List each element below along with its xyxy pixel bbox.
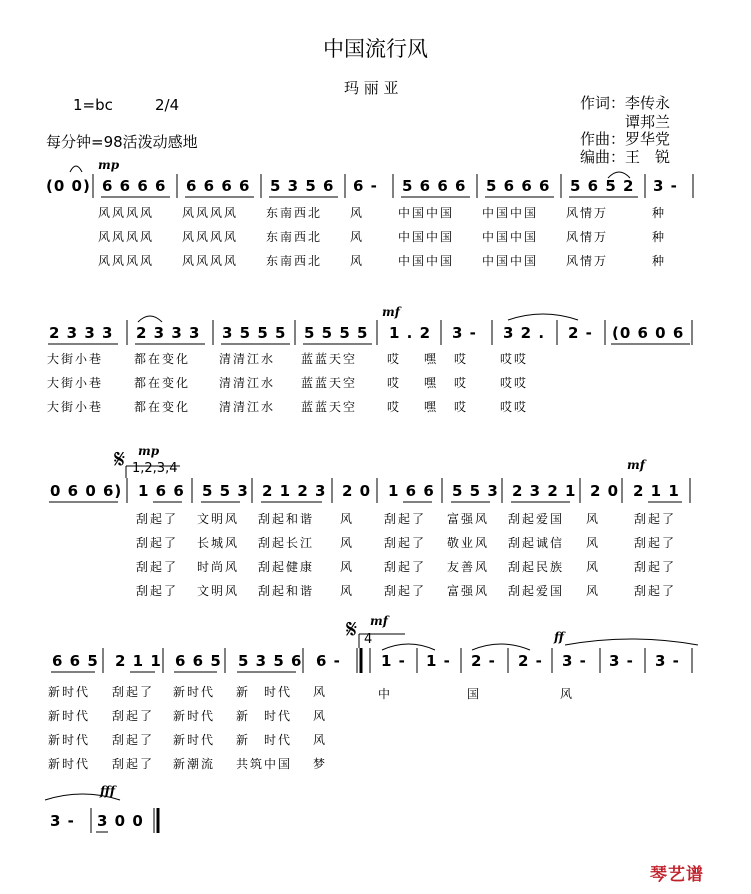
row4-verse3-lyric-2: 刮起了 <box>112 733 155 747</box>
row4-measure-8: 2 - <box>471 652 496 670</box>
tempo-marking: 每分钟=98活泼动感地 <box>46 133 198 151</box>
row2-verse3-lyric-2: 都在变化 <box>134 400 191 414</box>
row4-verse3-lyric-3: 新时代 <box>173 733 216 747</box>
row2-slur-1 <box>138 316 162 322</box>
row2-verse2-lyric-1: 大街小巷 <box>47 376 104 390</box>
lyricist-credit: 作词：李传永 <box>580 94 671 112</box>
intro-rest: (0 0) <box>46 177 91 195</box>
row2-verse1-lyric-8: 哎哎 <box>500 352 529 366</box>
row1-verse1-lyric-5: 中国中国 <box>398 206 455 220</box>
row1-verse1-lyric-3: 东南西北 <box>266 206 323 220</box>
dynamic-mf-2: mf <box>627 458 645 472</box>
row3-verse4-lyric-8: 风 <box>586 584 601 598</box>
row2-verse2-lyric-8: 哎哎 <box>500 376 529 390</box>
row4-measure-7: 1 - <box>426 652 451 670</box>
volta-bracket-2: 4 <box>364 632 373 647</box>
row1-verse2-lyric-7: 风情万 <box>566 230 609 244</box>
row1-measure-5: 5 6 6 6 <box>402 177 467 195</box>
row2-verse2-lyric-3: 清清江水 <box>219 376 276 390</box>
row5-measure-1: 3 - <box>50 812 75 830</box>
row4-verse2-lyric-2: 刮起了 <box>112 709 155 723</box>
row3-verse4-lyric-5: 刮起了 <box>384 584 427 598</box>
row2-verse3-lyric-3: 清清江水 <box>219 400 276 414</box>
row3-verse3-lyric-4: 风 <box>340 560 355 574</box>
row4-measure-6: 1 - <box>381 652 406 670</box>
row1-verse1-lyric-4: 风 <box>350 206 365 220</box>
row3-verse3-lyric-5: 刮起了 <box>384 560 427 574</box>
row4-verse3-lyric-1: 新时代 <box>48 733 91 747</box>
lyricist-credit-2: 谭邦兰 <box>625 113 671 131</box>
row4-ending-lyric-2: 国 <box>467 687 482 701</box>
dynamic-mf: mf <box>382 305 400 319</box>
row2-verse1-lyric-5: 哎 <box>387 352 402 366</box>
row3-verse2-lyric-1: 刮起了 <box>136 536 179 550</box>
composer-credit: 作曲：罗华党 <box>580 130 671 148</box>
row3-measure-1: 0 6 0 6) <box>50 482 123 500</box>
row1-verse3-lyric-2: 风风风风 <box>182 254 239 268</box>
row3-verse3-lyric-6: 友善风 <box>447 560 490 574</box>
row2-verse3-lyric-6: 嘿 <box>424 400 439 414</box>
row4-verse1-lyric-5: 风 <box>313 685 328 699</box>
row3-verse3-lyric-2: 时尚风 <box>197 560 240 574</box>
row4-verse4-lyric-4: 共筑中国 <box>236 757 293 771</box>
row1-verse3-lyric-1: 风风风风 <box>98 254 155 268</box>
watermark-logo: 琴艺谱 <box>650 865 704 885</box>
row3-measure-6: 1 6 6 <box>388 482 435 500</box>
row2-measure-7: 3 2 . <box>503 324 546 342</box>
row4-verse2-lyric-4: 新 时代 <box>236 709 293 723</box>
row3-verse2-lyric-7: 刮起诚信 <box>508 536 565 550</box>
row2-verse2-lyric-6: 嘿 <box>424 376 439 390</box>
row3-verse3-lyric-1: 刮起了 <box>136 560 179 574</box>
row2-measure-4: 5 5 5 5 <box>304 324 369 342</box>
row4-measure-2: 2 1 1 <box>115 652 162 670</box>
row3-measure-10: 2 1 1 <box>633 482 680 500</box>
row3-verse4-lyric-4: 风 <box>340 584 355 598</box>
row3-verse4-lyric-9: 刮起了 <box>634 584 677 598</box>
row3-verse4-lyric-3: 刮起和谐 <box>258 584 315 598</box>
segno-sign-2: 𝄋 <box>346 615 358 645</box>
row4-measure-4: 5 3 5 6 <box>238 652 303 670</box>
row3-verse2-lyric-2: 长城风 <box>197 536 240 550</box>
row2-verse2-lyric-4: 蓝蓝天空 <box>301 376 358 390</box>
row2-verse3-lyric-5: 哎 <box>387 400 402 414</box>
row1-verse2-lyric-6: 中国中国 <box>482 230 539 244</box>
row2-verse3-lyric-1: 大街小巷 <box>47 400 104 414</box>
dynamic-mp-2: mp <box>138 444 160 458</box>
row1-verse1-lyric-2: 风风风风 <box>182 206 239 220</box>
key-signature: 1=bc <box>73 96 113 114</box>
row1-verse3-lyric-4: 风 <box>350 254 365 268</box>
row4-ending-lyric-1: 中 <box>378 687 393 701</box>
row2-measure-1: 2 3 3 3 <box>49 324 114 342</box>
row1-verse3-lyric-6: 中国中国 <box>482 254 539 268</box>
row3-measure-8: 2 3 2 1 <box>512 482 577 500</box>
row2-verse1-lyric-1: 大街小巷 <box>47 352 104 366</box>
row2-measure-8: 2 - <box>568 324 593 342</box>
row1-verse2-lyric-8: 种 <box>652 230 667 244</box>
row1-verse2-lyric-1: 风风风风 <box>98 230 155 244</box>
row3-verse2-lyric-6: 敬业风 <box>447 536 490 550</box>
row4-measure-12: 3 - <box>655 652 680 670</box>
row4-tie-2 <box>472 644 530 650</box>
row3-verse1-lyric-5: 刮起了 <box>384 512 427 526</box>
row1-measure-7: 5 6 5 2 <box>570 177 635 195</box>
song-title: 中国流行风 <box>323 37 428 61</box>
row3-verse1-lyric-3: 刮起和谐 <box>258 512 315 526</box>
row1-verse3-lyric-7: 风情万 <box>566 254 609 268</box>
row3-verse3-lyric-7: 刮起民族 <box>508 560 565 574</box>
row4-measure-5: 6 - <box>316 652 341 670</box>
row2-measure-9: (0 6 0 6 <box>612 324 685 342</box>
row1-verse2-lyric-4: 风 <box>350 230 365 244</box>
row3-verse1-lyric-2: 文明风 <box>197 512 240 526</box>
row3-verse3-lyric-9: 刮起了 <box>634 560 677 574</box>
row3-verse2-lyric-3: 刮起长江 <box>258 536 315 550</box>
row3-verse2-lyric-8: 风 <box>586 536 601 550</box>
row3-verse1-lyric-7: 刮起爱国 <box>508 512 565 526</box>
row3-verse1-lyric-1: 刮起了 <box>136 512 179 526</box>
row2-measure-5: 1 . 2 <box>389 324 432 342</box>
row1-verse3-lyric-8: 种 <box>652 254 667 268</box>
arranger-credit: 编曲：王 锐 <box>580 148 671 166</box>
segno-sign: 𝄋 <box>114 445 126 475</box>
volta-bracket-1: 1,2,3,4 <box>132 461 178 476</box>
row1-verse1-lyric-7: 风情万 <box>566 206 609 220</box>
row4-tie-3 <box>565 639 698 645</box>
row2-verse1-lyric-2: 都在变化 <box>134 352 191 366</box>
row4-verse1-lyric-3: 新时代 <box>173 685 216 699</box>
row4-verse4-lyric-2: 刮起了 <box>112 757 155 771</box>
row4-verse4-lyric-3: 新潮流 <box>173 757 216 771</box>
row2-verse1-lyric-4: 蓝蓝天空 <box>301 352 358 366</box>
row4-verse3-lyric-4: 新 时代 <box>236 733 293 747</box>
row4-verse4-lyric-1: 新时代 <box>48 757 91 771</box>
row2-verse1-lyric-7: 哎 <box>454 352 469 366</box>
row4-verse1-lyric-2: 刮起了 <box>112 685 155 699</box>
row4-verse2-lyric-1: 新时代 <box>48 709 91 723</box>
row3-measure-5: 2 0 <box>342 482 372 500</box>
row5-tie <box>45 794 120 800</box>
row2-verse2-lyric-5: 哎 <box>387 376 402 390</box>
row2-verse3-lyric-7: 哎 <box>454 400 469 414</box>
row2-slur-2 <box>508 314 578 320</box>
row4-verse3-lyric-5: 风 <box>313 733 328 747</box>
row1-measure-2: 6 6 6 6 <box>186 177 251 195</box>
row3-measure-9: 2 0 <box>590 482 620 500</box>
row4-ending-lyric-3: 风 <box>560 687 575 701</box>
row2-verse1-lyric-3: 清清江水 <box>219 352 276 366</box>
row1-verse3-lyric-3: 东南西北 <box>266 254 323 268</box>
row3-verse2-lyric-5: 刮起了 <box>384 536 427 550</box>
row3-measure-7: 5 5 3 <box>452 482 499 500</box>
row3-verse1-lyric-9: 刮起了 <box>634 512 677 526</box>
row3-verse1-lyric-4: 风 <box>340 512 355 526</box>
row3-measure-3: 5 5 3 <box>202 482 249 500</box>
row2-verse3-lyric-4: 蓝蓝天空 <box>301 400 358 414</box>
row3-measure-2: 1 6 6 <box>138 482 185 500</box>
row2-verse2-lyric-7: 哎 <box>454 376 469 390</box>
row3-verse4-lyric-6: 富强风 <box>447 584 490 598</box>
row1-measure-4: 6 - <box>353 177 378 195</box>
row1-measure-1: 6 6 6 6 <box>102 177 167 195</box>
row3-verse4-lyric-2: 文明风 <box>197 584 240 598</box>
row3-verse2-lyric-4: 风 <box>340 536 355 550</box>
row2-measure-3: 3 5 5 5 <box>222 324 287 342</box>
row4-verse4-lyric-5: 梦 <box>313 757 328 771</box>
row3-verse2-lyric-9: 刮起了 <box>634 536 677 550</box>
row3-verse1-lyric-8: 风 <box>586 512 601 526</box>
row3-verse1-lyric-6: 富强风 <box>447 512 490 526</box>
row4-verse1-lyric-4: 新 时代 <box>236 685 293 699</box>
row1-verse2-lyric-3: 东南西北 <box>266 230 323 244</box>
row3-verse4-lyric-1: 刮起了 <box>136 584 179 598</box>
row4-measure-3: 6 6 5 <box>175 652 222 670</box>
row2-measure-2: 2 3 3 3 <box>136 324 201 342</box>
row1-measure-3: 5 3 5 6 <box>270 177 335 195</box>
row4-measure-10: 3 - <box>562 652 587 670</box>
dynamic-ff: ff <box>554 630 564 644</box>
row4-verse2-lyric-5: 风 <box>313 709 328 723</box>
row1-measure-8: 3 - <box>653 177 678 195</box>
row2-verse2-lyric-2: 都在变化 <box>134 376 191 390</box>
row1-verse1-lyric-8: 种 <box>652 206 667 220</box>
row3-verse3-lyric-3: 刮起健康 <box>258 560 315 574</box>
row4-measure-11: 3 - <box>609 652 634 670</box>
dynamic-mf-3: mf <box>370 614 388 628</box>
row5-measure-2: 3 0 0 <box>97 812 144 830</box>
row4-verse2-lyric-3: 新时代 <box>173 709 216 723</box>
row4-tie-1 <box>382 644 435 650</box>
row1-measure-6: 5 6 6 6 <box>486 177 551 195</box>
row2-measure-6: 3 - <box>452 324 477 342</box>
row4-measure-9: 2 - <box>518 652 543 670</box>
row3-measure-4: 2 1 2 3 <box>262 482 327 500</box>
row4-verse1-lyric-1: 新时代 <box>48 685 91 699</box>
row1-verse1-lyric-6: 中国中国 <box>482 206 539 220</box>
row1-verse2-lyric-2: 风风风风 <box>182 230 239 244</box>
row1-verse3-lyric-5: 中国中国 <box>398 254 455 268</box>
row2-verse3-lyric-8: 哎哎 <box>500 400 529 414</box>
row3-verse4-lyric-7: 刮起爱国 <box>508 584 565 598</box>
dynamic-mp: mp <box>98 158 120 172</box>
row3-verse3-lyric-8: 风 <box>586 560 601 574</box>
singer-name: 玛 丽 亚 <box>344 79 399 97</box>
row1-verse1-lyric-1: 风风风风 <box>98 206 155 220</box>
time-signature: 2/4 <box>155 96 180 114</box>
row2-verse1-lyric-6: 嘿 <box>424 352 439 366</box>
row4-measure-1: 6 6 5 <box>52 652 99 670</box>
dynamic-fff: fff <box>100 784 116 798</box>
row1-verse2-lyric-5: 中国中国 <box>398 230 455 244</box>
row1-fermata <box>70 166 82 172</box>
row1-slur <box>608 172 630 178</box>
